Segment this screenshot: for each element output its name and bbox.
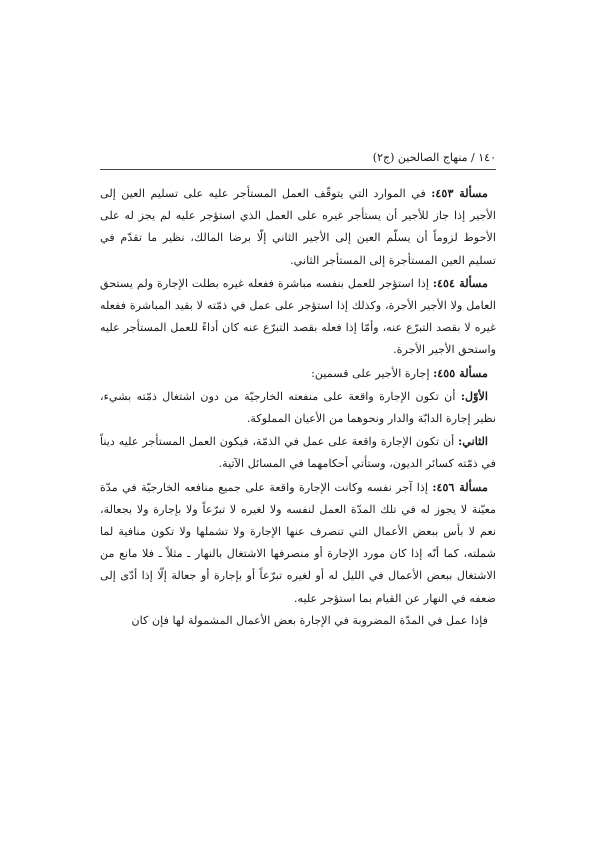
book-page (100, 150, 496, 810)
paragraph-text: في الموارد التي يتوقّف العمل المستأجر عليه على تسليم العين إلى الأجير إذا جاز للأجير أن يستأجر غيره على العمل الذي استؤجر عليه لم يجز له على الأحوط لزوماً أن يسلّم العين إلى الأجير الثاني إلّا برضا المالك، نظير ما تقدّم في تسليم العين المستأجرة إلى المستأجر الثاني. (100, 187, 496, 267)
paragraph-masala-453 (100, 182, 496, 272)
paragraph-text: فإذا عمل في المدّة المضروبة في الإجارة بعض الأعمال المشمولة لها فإن كان (131, 613, 488, 627)
paragraph-text: إذا آجر نفسه وكانت الإجارة واقعة على جميع منافعه الخارجيّة في مدّة معيّنة لا يجوز له في تلك المدّة العمل لنفسه ولا لغيره لا تبرّعاً ولا بإجارة ولا بجعالة، نعم لا بأس ببعض الأعمال التي تنصرف عنها الإجارة ولا تشملها ولا تكون منافية لما شملته، كما أنّه إذا كان مورد الإجارة أو منصرفها الاشتغال بالنهار ـ مثلاً ـ فلا مانع من الاشتغال ببعض الأعمال في الليل له أو لغيره تبرّعاً أو بإجارة أو جعالة إلّا إذا أدّى إلى ضعفه في النهار عن القيام بما استؤجر عليه. (100, 480, 496, 605)
section-label: الثاني: (458, 434, 488, 449)
masala-number: مسألة ٤٥٤: (432, 275, 489, 290)
paragraph-second-type (100, 430, 496, 475)
paragraph-masala-454 (100, 272, 496, 362)
paragraph-masala-456 (100, 476, 496, 610)
paragraph-text: إذا استؤجر للعمل بنفسه مباشرة ففعله غيره بطلت الإجارة ولم يستحق العامل ولا الأجير الأجرة، وكذلك إذا استؤجر على عمل في ذمّته لا بقيد المباشرة ففعله غيره لا بقصد التبرّع عنه، وأمّا إذا فعله بقصد التبرّع عنه كان أداءً للعمل المستأجر عليه واستحق الأجير الأجرة. (100, 276, 496, 357)
paragraph-text: إجارة الأجير على قسمين: (311, 366, 434, 380)
paragraph-text: أن تكون الإجارة واقعة على عمل في الذمّة، فيكون العمل المستأجر عليه ديناً في ذمّته كسائر الديون، وستأتي أحكامهما في المسائل الآتية. (100, 435, 496, 471)
paragraph-text: أن تكون الإجارة واقعة على منفعته الخارجيّة من دون اشتغال ذمّته بشيء، نظير إجارة الدابّة والدار ونحوهما من الأعيان المملوكة. (100, 389, 496, 426)
masala-number: مسألة ٤٥٦: (432, 479, 488, 494)
paragraph-masala-455 (100, 362, 496, 385)
running-head: ١٤٠ / منهاج الصالحين (ج٢) (100, 150, 496, 170)
masala-number: مسألة ٤٥٥: (433, 365, 488, 380)
section-label: الأوّل: (460, 388, 488, 403)
paragraph-first-type (100, 385, 496, 430)
paragraph-continuation (100, 610, 496, 632)
masala-number: مسألة ٤٥٣: (431, 186, 488, 200)
